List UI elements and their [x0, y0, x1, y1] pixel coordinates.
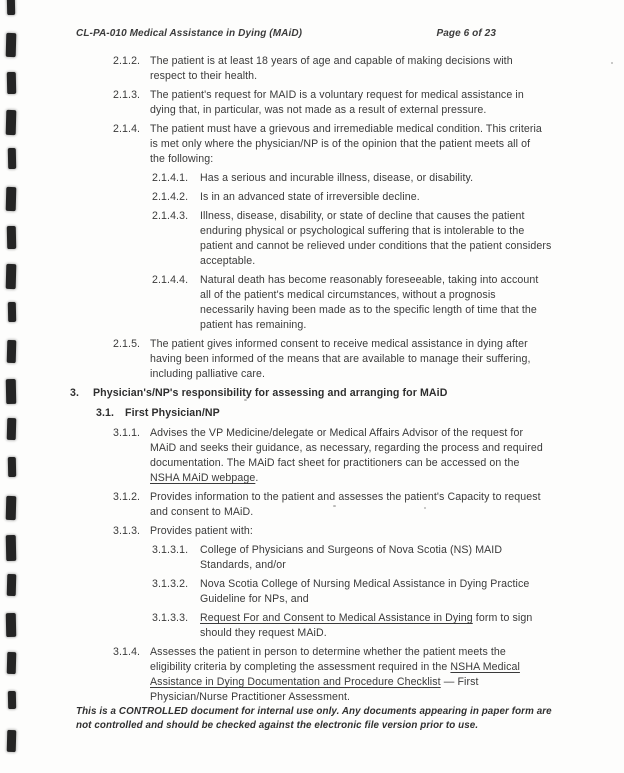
clause-number: 2.1.3. [113, 89, 141, 101]
clause [113, 426, 624, 486]
clause-text [150, 426, 548, 486]
clause-number: 2.1.4.4. [152, 274, 189, 286]
page-number: Page 6 of 23 [436, 28, 496, 39]
clause-number: 3.1.2. [113, 491, 141, 503]
clause-text [150, 337, 548, 382]
text-segment: The patient must have a grievous and irremediable medical condition. This criteria is met only where the physician/NP is of the opinion that the patient meets all of the following: [150, 123, 542, 165]
clause-text [200, 273, 552, 333]
text-segment: Provides information to the patient and assesses the patient's Capacity to request and consent to MAiD. [150, 491, 541, 518]
section-heading [96, 406, 624, 421]
clause [152, 273, 624, 333]
clause-text [200, 209, 552, 269]
clause-text [200, 171, 552, 186]
nsha-maid-webpage-link[interactable]: NSHA MAiD webpage [150, 472, 256, 484]
text-segment: The patient is at least 18 years of age and capable of making decisions with respect to their health. [150, 55, 513, 82]
clause-number: 3.1.3. [113, 525, 141, 537]
clause-number: 2.1.4.3. [152, 210, 189, 222]
clause-number: 2.1.4.1. [152, 172, 189, 184]
text-segment: . [255, 472, 259, 484]
clause-text [125, 406, 575, 421]
clause-text [200, 611, 552, 641]
clause [152, 577, 624, 607]
document-id-header: CL-PA-010 Medical Assistance in Dying (MAiD) [76, 28, 303, 39]
scan-speck [244, 399, 247, 401]
clause-text [150, 524, 548, 539]
text-segment: First Physician/NP [125, 407, 220, 419]
text-segment: — First Physician/Nurse Practitioner Assessment. [150, 676, 479, 703]
clause-text [150, 490, 548, 520]
clause [113, 524, 624, 539]
clause [113, 122, 624, 167]
clause-number: 3.1. [96, 407, 115, 419]
clause-text [200, 543, 552, 573]
clause [152, 543, 624, 573]
text-segment: Provides patient with: [150, 525, 253, 537]
clause-number: 3.1.3.1. [152, 544, 189, 556]
clause-text [150, 88, 548, 118]
text-segment: Has a serious and incurable illness, disease, or disability. [200, 172, 474, 184]
clause-number: 2.1.5. [113, 338, 141, 350]
page-header [76, 28, 496, 39]
clause-number: 3.1.1. [113, 427, 141, 439]
text-segment: Assesses the patient in person to determine whether the patient meets the eligibility criteria by completing the assessment required in the [150, 646, 506, 673]
text-segment: Physician's/NP's responsibility for assessing and arranging for MAiD [93, 387, 448, 399]
request-consent-form-link[interactable]: Request For and Consent to Medical Assistance in Dying [200, 612, 473, 624]
text-segment: Nova Scotia College of Nursing Medical Assistance in Dying Practice Guideline for NPs, and [200, 578, 530, 605]
clause-text [93, 386, 573, 401]
text-segment: Advises the VP Medicine/delegate or Medical Affairs Advisor of the request for MAiD and seeks their guidance, as necessary, regarding the process and required documentation. The MAiD fact sheet for practitioners can be accessed on the [150, 427, 543, 469]
clause-number: 3.1.3.3. [152, 612, 189, 624]
clause [113, 490, 624, 520]
clause [113, 88, 624, 118]
clause-text [200, 190, 552, 205]
scan-speck [611, 62, 613, 64]
text-segment: College of Physicians and Surgeons of Nova Scotia (NS) MAID Standards, and/or [200, 544, 503, 571]
clause [113, 337, 624, 382]
clause-text [150, 645, 548, 705]
text-segment: Natural death has become reasonably foreseeable, taking into account all of the patient's medical circumstances, without a prognosis necessarily having been made as to the specific length of time that the patient has remaining. [200, 274, 539, 331]
clause-number: 3.1.4. [113, 646, 141, 658]
text-segment: The patient's request for MAID is a voluntary request for medical assistance in dying that, in particular, was not made as a result of external pressure. [150, 89, 524, 116]
text-segment: Illness, disease, disability, or state of decline that causes the patient enduring physical or psychological suffering that is intolerable to the patient and cannot be relieved under conditions that the patient considers acceptable. [200, 210, 552, 267]
clause [113, 54, 624, 84]
clause [152, 209, 624, 269]
clause-number: 2.1.2. [113, 55, 141, 67]
clause [152, 190, 624, 205]
controlled-document-notice: This is a CONTROLLED document for internal use only. Any documents appearing in paper form are not controlled and should be checked against the electronic file version prior to use. [76, 706, 552, 731]
text-segment: The patient gives informed consent to receive medical assistance in dying after having been informed of the means that are available to manage their suffering, including palliative care. [150, 338, 531, 380]
clause-text [150, 122, 548, 167]
clause-text [150, 54, 548, 84]
text-segment: Is in an advanced state of irreversible decline. [200, 191, 420, 203]
clause-number: 3. [70, 387, 80, 399]
document-body [0, 54, 624, 709]
binding-mark [7, 0, 15, 15]
clause-text [200, 577, 552, 607]
scan-speck [333, 505, 336, 507]
binding-mark [7, 730, 17, 752]
clause-number: 2.1.4. [113, 123, 141, 135]
section-heading [70, 386, 624, 401]
clause [152, 611, 624, 641]
clause [113, 645, 624, 705]
scan-speck [424, 507, 426, 509]
text-segment: form to sign should they request MAiD. [200, 612, 533, 639]
documentation-checklist-link[interactable]: NSHA Medical Assistance in Dying Documentation and Procedure Checklist [150, 661, 520, 688]
clause-number: 2.1.4.2. [152, 191, 189, 203]
clause-number: 3.1.3.2. [152, 578, 189, 590]
clause [152, 171, 624, 186]
